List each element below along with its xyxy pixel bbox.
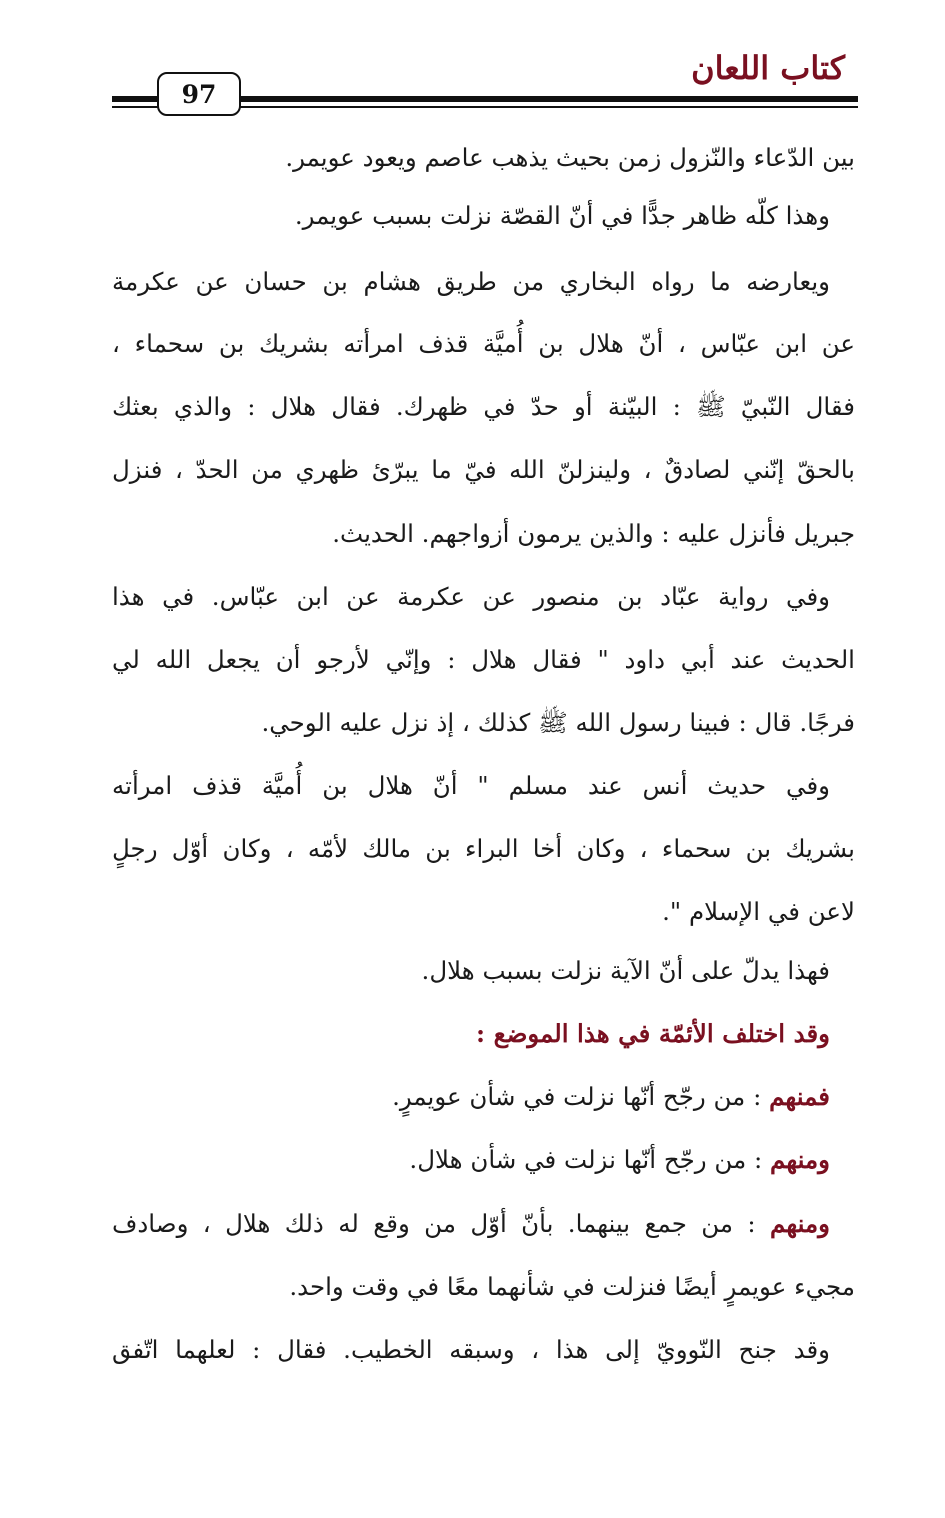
text-line-2: وهذا كلّه ظاهر جدًّا في أنّ القصّة نزلت بسبب عويمر. <box>294 201 830 230</box>
opinion-text-2: من رجّح أنّها نزلت في شأن هلال. <box>409 1145 747 1174</box>
opinion-label-3: ومنهم <box>770 1209 830 1238</box>
text-line-14: فهذا يدلّ على أنّ الآية نزلت بسبب هلال. <box>421 956 830 985</box>
book-title: كتاب اللعان <box>691 49 845 87</box>
section-heading: وقد اختلف الأئمّة في هذا الموضع : <box>476 1019 830 1048</box>
text-line-19: مجيء عويمرٍ أيضًا فنزلت في شأنهما معًا في وقت واحد. <box>289 1272 855 1301</box>
text-line-10: فرجًا. قال : فبينا رسول الله ﷺ كذلك ، إذ نزل عليه الوحي. <box>261 708 855 737</box>
opinion-line-3 <box>112 1209 830 1238</box>
text-line-1: بين الدّعاء والنّزول زمن بحيث يذهب عاصم ويعود عويمر. <box>285 143 855 172</box>
opinion-sep-1: : <box>745 1082 770 1111</box>
text-line-13: لاعن في الإسلام ". <box>662 897 855 926</box>
opinion-text-3: من جمع بينهما. بأنّ أوّل من وقع له ذلك هلال ، وصادف <box>112 1209 734 1238</box>
opinion-line-1 <box>392 1082 830 1111</box>
opinion-line-2 <box>409 1145 830 1174</box>
opinion-text-1: من رجّح أنّها نزلت في شأن عويمرٍ. <box>392 1082 746 1111</box>
text-line-20: وقد جنح النّوويّ إلى هذا ، وسبقه الخطيب. فقال : لعلهما اتّفق <box>112 1335 830 1364</box>
text-line-6: بالحقّ إنّني لصادقٌ ، ولينزلنّ الله فيّ ما يبرّئ ظهري من الحدّ ، فنزل <box>112 455 855 484</box>
text-line-5: فقال النّبيّ ﷺ : البيّنة أو حدّ في ظهرك. فقال هلال : والذي بعثك <box>112 392 855 421</box>
text-line-4: عن ابن عبّاس ، أنّ هلال بن أُميَّة قذف امرأته بشريك بن سحماء ، <box>112 329 855 358</box>
page-number-box <box>157 72 241 116</box>
opinion-sep-2: : <box>746 1145 771 1174</box>
opinion-label-1: فمنهم <box>769 1082 830 1111</box>
text-line-11: وفي حديث أنس عند مسلم " أنّ هلال بن أُميَّة قذف امرأته <box>112 771 830 800</box>
opinion-sep-3: : <box>733 1209 771 1238</box>
text-line-8: وفي رواية عبّاد بن منصور عن عكرمة عن ابن عبّاس. في هذا <box>112 582 830 611</box>
page-number: 97 <box>181 80 217 109</box>
text-line-3: ويعارضه ما رواه البخاري من طريق هشام بن حسان عن عكرمة <box>112 267 830 296</box>
text-line-9: الحديث عند أبي داود " فقال هلال : وإنّي لأرجو أن يجعل الله لي <box>112 645 855 674</box>
text-line-7: جبريل فأنزل عليه : والذين يرمون أزواجهم. الحديث. <box>332 519 855 548</box>
opinion-label-2: ومنهم <box>770 1145 830 1174</box>
text-line-12: بشريك بن سحماء ، وكان أخا البراء بن مالك لأمّه ، وكان أوّل رجلٍ <box>112 834 855 863</box>
